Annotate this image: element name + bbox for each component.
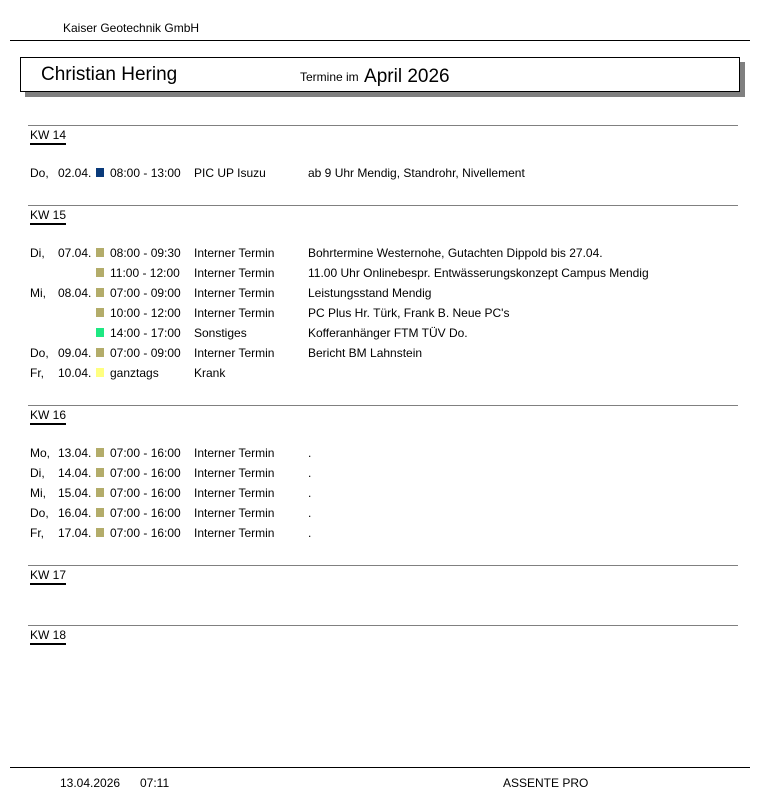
appointment-day: Di,	[30, 246, 45, 260]
category-color-square-icon	[96, 508, 104, 517]
appointment-row[interactable]	[30, 306, 730, 326]
appointment-category: PIC UP Isuzu	[194, 166, 266, 180]
company-name: Kaiser Geotechnik GmbH	[63, 21, 200, 35]
appointment-row[interactable]	[30, 366, 730, 386]
appointment-category: Interner Termin	[194, 486, 275, 500]
appointment-row[interactable]	[30, 526, 730, 546]
appointment-row[interactable]	[30, 326, 730, 346]
category-color-square-icon	[96, 288, 104, 297]
appointment-description: .	[308, 486, 312, 500]
appointment-description: 11.00 Uhr Onlinebespr. Entwässerungskonzept Campus Mendig	[308, 266, 649, 280]
appointment-time: 07:00 - 16:00	[110, 506, 181, 520]
appointment-day: Fr,	[30, 366, 44, 380]
category-color-square-icon	[96, 348, 104, 357]
appointment-time: ganztags	[110, 366, 159, 380]
appointment-description: .	[308, 466, 312, 480]
appointment-day: Mo,	[30, 446, 51, 460]
appointment-category: Interner Termin	[194, 306, 275, 320]
category-color-square-icon	[96, 528, 104, 537]
category-color-square-icon	[96, 368, 104, 377]
appointment-time: 07:00 - 16:00	[110, 446, 181, 460]
appointment-date: 15.04.	[58, 486, 92, 500]
appointment-day: Do,	[30, 346, 49, 360]
appointment-description: Leistungsstand Mendig	[308, 286, 432, 300]
appointment-day: Do,	[30, 166, 49, 180]
period-title	[300, 66, 450, 88]
appointment-row[interactable]	[30, 346, 730, 366]
header-divider	[10, 40, 750, 41]
category-color-square-icon	[96, 268, 104, 277]
week-divider	[28, 405, 738, 406]
footer-divider	[10, 767, 750, 768]
appointment-date: 10.04.	[58, 366, 92, 380]
appointment-date: 16.04.	[58, 506, 92, 520]
appointment-description: .	[308, 526, 312, 540]
appointment-day: Fr,	[30, 526, 44, 540]
appointment-row[interactable]	[30, 486, 730, 506]
termine-label: Termine im	[300, 70, 359, 84]
appointment-row[interactable]	[30, 166, 730, 186]
appointment-time: 10:00 - 12:00	[110, 306, 181, 320]
appointment-category: Interner Termin	[194, 346, 275, 360]
appointment-time: 07:00 - 16:00	[110, 486, 181, 500]
appointment-row[interactable]	[30, 266, 730, 286]
appointment-category: Interner Termin	[194, 286, 275, 300]
appointment-time: 07:00 - 16:00	[110, 466, 181, 480]
appointment-category: Interner Termin	[194, 526, 275, 540]
appointment-row[interactable]	[30, 246, 730, 266]
appointment-category: Krank	[194, 366, 226, 380]
appointment-description: Bericht BM Lahnstein	[308, 346, 423, 360]
week-label: KW 16	[30, 408, 66, 425]
appointment-category: Interner Termin	[194, 466, 275, 480]
appointment-category: Interner Termin	[194, 266, 275, 280]
appointment-description: .	[308, 446, 312, 460]
appointment-category: Interner Termin	[194, 246, 275, 260]
appointment-category: Interner Termin	[194, 446, 275, 460]
appointment-category: Interner Termin	[194, 506, 275, 520]
appointment-date: 09.04.	[58, 346, 92, 360]
appointment-time: 07:00 - 16:00	[110, 526, 181, 540]
category-color-square-icon	[96, 488, 104, 497]
week-divider	[28, 125, 738, 126]
appointment-day: Mi,	[30, 286, 46, 300]
week-label: KW 15	[30, 208, 66, 225]
appointment-date: 02.04.	[58, 166, 92, 180]
week-label: KW 14	[30, 128, 66, 145]
appointment-time: 07:00 - 09:00	[110, 346, 181, 360]
title-box	[20, 57, 740, 92]
category-color-square-icon	[96, 328, 104, 337]
category-color-square-icon	[96, 448, 104, 457]
print-date: 13.04.2026	[60, 776, 121, 790]
appointment-time: 08:00 - 09:30	[110, 246, 181, 260]
appointment-row[interactable]	[30, 506, 730, 526]
category-color-square-icon	[96, 168, 104, 177]
appointment-description: Bohrtermine Westernohe, Gutachten Dippold bis 27.04.	[308, 246, 603, 260]
appointment-time: 14:00 - 17:00	[110, 326, 181, 340]
appointment-time: 08:00 - 13:00	[110, 166, 181, 180]
appointment-date: 08.04.	[58, 286, 92, 300]
category-color-square-icon	[96, 308, 104, 317]
person-name: Christian Hering	[41, 64, 178, 85]
appointment-day: Do,	[30, 506, 49, 520]
category-color-square-icon	[96, 248, 104, 257]
appointment-day: Mi,	[30, 486, 46, 500]
appointment-row[interactable]	[30, 466, 730, 486]
appointment-description: ab 9 Uhr Mendig, Standrohr, Nivellement	[308, 166, 525, 180]
appointment-date: 17.04.	[58, 526, 92, 540]
category-color-square-icon	[96, 468, 104, 477]
month-label: April 2026	[364, 66, 450, 87]
app-name: ASSENTE PRO	[503, 776, 589, 790]
appointment-category: Sonstiges	[194, 326, 247, 340]
appointment-date: 13.04.	[58, 446, 92, 460]
week-divider	[28, 625, 738, 626]
appointment-description: PC Plus Hr. Türk, Frank B. Neue PC's	[308, 306, 510, 320]
appointment-description: .	[308, 506, 312, 520]
appointment-row[interactable]	[30, 446, 730, 466]
week-divider	[28, 565, 738, 566]
week-label: KW 18	[30, 628, 66, 645]
appointment-row[interactable]	[30, 286, 730, 306]
week-label: KW 17	[30, 568, 66, 585]
appointment-time: 11:00 - 12:00	[110, 266, 180, 280]
appointment-day: Di,	[30, 466, 45, 480]
appointment-date: 14.04.	[58, 466, 92, 480]
week-divider	[28, 205, 738, 206]
print-time: 07:11	[140, 776, 170, 790]
appointment-time: 07:00 - 09:00	[110, 286, 181, 300]
appointment-description: Kofferanhänger FTM TÜV Do.	[308, 326, 468, 340]
appointment-date: 07.04.	[58, 246, 92, 260]
